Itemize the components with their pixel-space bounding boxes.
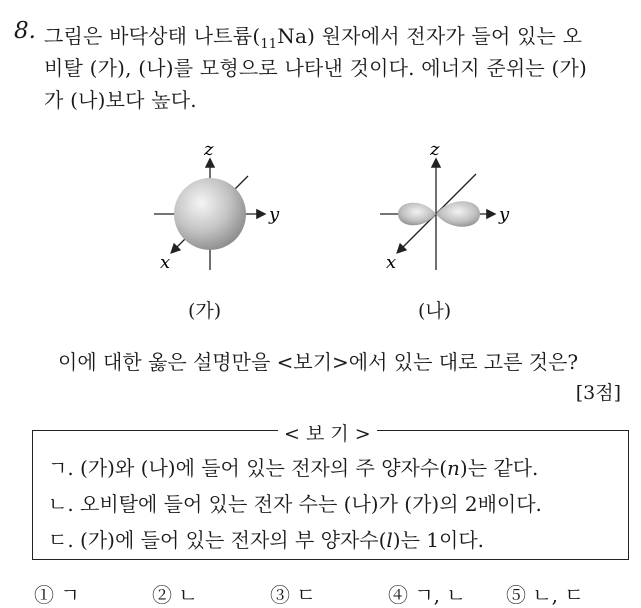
bogi-item-1-var: n <box>447 456 460 480</box>
z-label-left: z <box>204 139 214 160</box>
y-label-right: y <box>499 204 510 225</box>
atomic-number-subscript: 11 <box>260 37 278 52</box>
question-number: 8. <box>14 18 36 44</box>
question-prompt: 이에 대한 옳은 설명만을 <보기>에서 있는 대로 고른 것은? <box>58 350 579 374</box>
caption-ga: (가) <box>188 300 222 322</box>
bogi-item-3-text-a: ㄷ. (가)에 들어 있는 전자의 부 양자수( <box>48 528 387 552</box>
question-line-3: 가 (나)보다 높다. <box>44 88 197 112</box>
bogi-item-2 <box>48 488 542 517</box>
bogi-item-2-text: ㄴ. 오비탈에 들어 있는 전자 수는 (나)가 (가)의 2배이다. <box>48 492 542 516</box>
bogi-item-1 <box>48 452 538 481</box>
question-line-1-a: 그림은 바닥상태 나트륨( <box>44 24 261 48</box>
question-line-1-b: Na) 원자에서 전자가 들어 있는 오 <box>277 24 583 48</box>
p-orbital-figure <box>380 139 510 273</box>
bogi-item-3-text-b: )는 1이다. <box>392 528 484 552</box>
bogi-item-3-var: l <box>386 528 393 552</box>
choice-2[interactable]: ② ㄴ <box>152 583 198 607</box>
score-label: [3점] <box>575 382 621 404</box>
x-label-right: x <box>386 252 397 273</box>
p-orbital-lobe-left <box>398 203 436 226</box>
bogi-title: < 보 기 > <box>278 419 377 446</box>
choice-5[interactable]: ⑤ ㄴ, ㄷ <box>506 583 584 607</box>
x-label-left: x <box>160 252 171 273</box>
p-orbital-lobe-right <box>436 201 480 227</box>
bogi-item-3 <box>48 524 484 553</box>
bogi-item-1-text-b: )는 같다. <box>459 456 539 480</box>
y-label-left: y <box>269 204 280 225</box>
s-orbital-figure <box>154 139 280 273</box>
caption-na: (나) <box>418 300 452 322</box>
choice-3[interactable]: ③ ㄷ <box>270 583 316 607</box>
z-label-right: z <box>430 139 440 160</box>
bogi-item-1-text-a: ㄱ. (가)와 (나)에 들어 있는 전자의 주 양자수( <box>48 456 447 480</box>
s-orbital-sphere <box>174 178 246 250</box>
question-line-2: 비탈 (가), (나)를 모형으로 나타낸 것이다. 에너지 준위는 (가) <box>44 56 588 80</box>
choice-1[interactable]: ① ㄱ <box>34 583 80 607</box>
choice-4[interactable]: ④ ㄱ, ㄴ <box>388 583 466 607</box>
